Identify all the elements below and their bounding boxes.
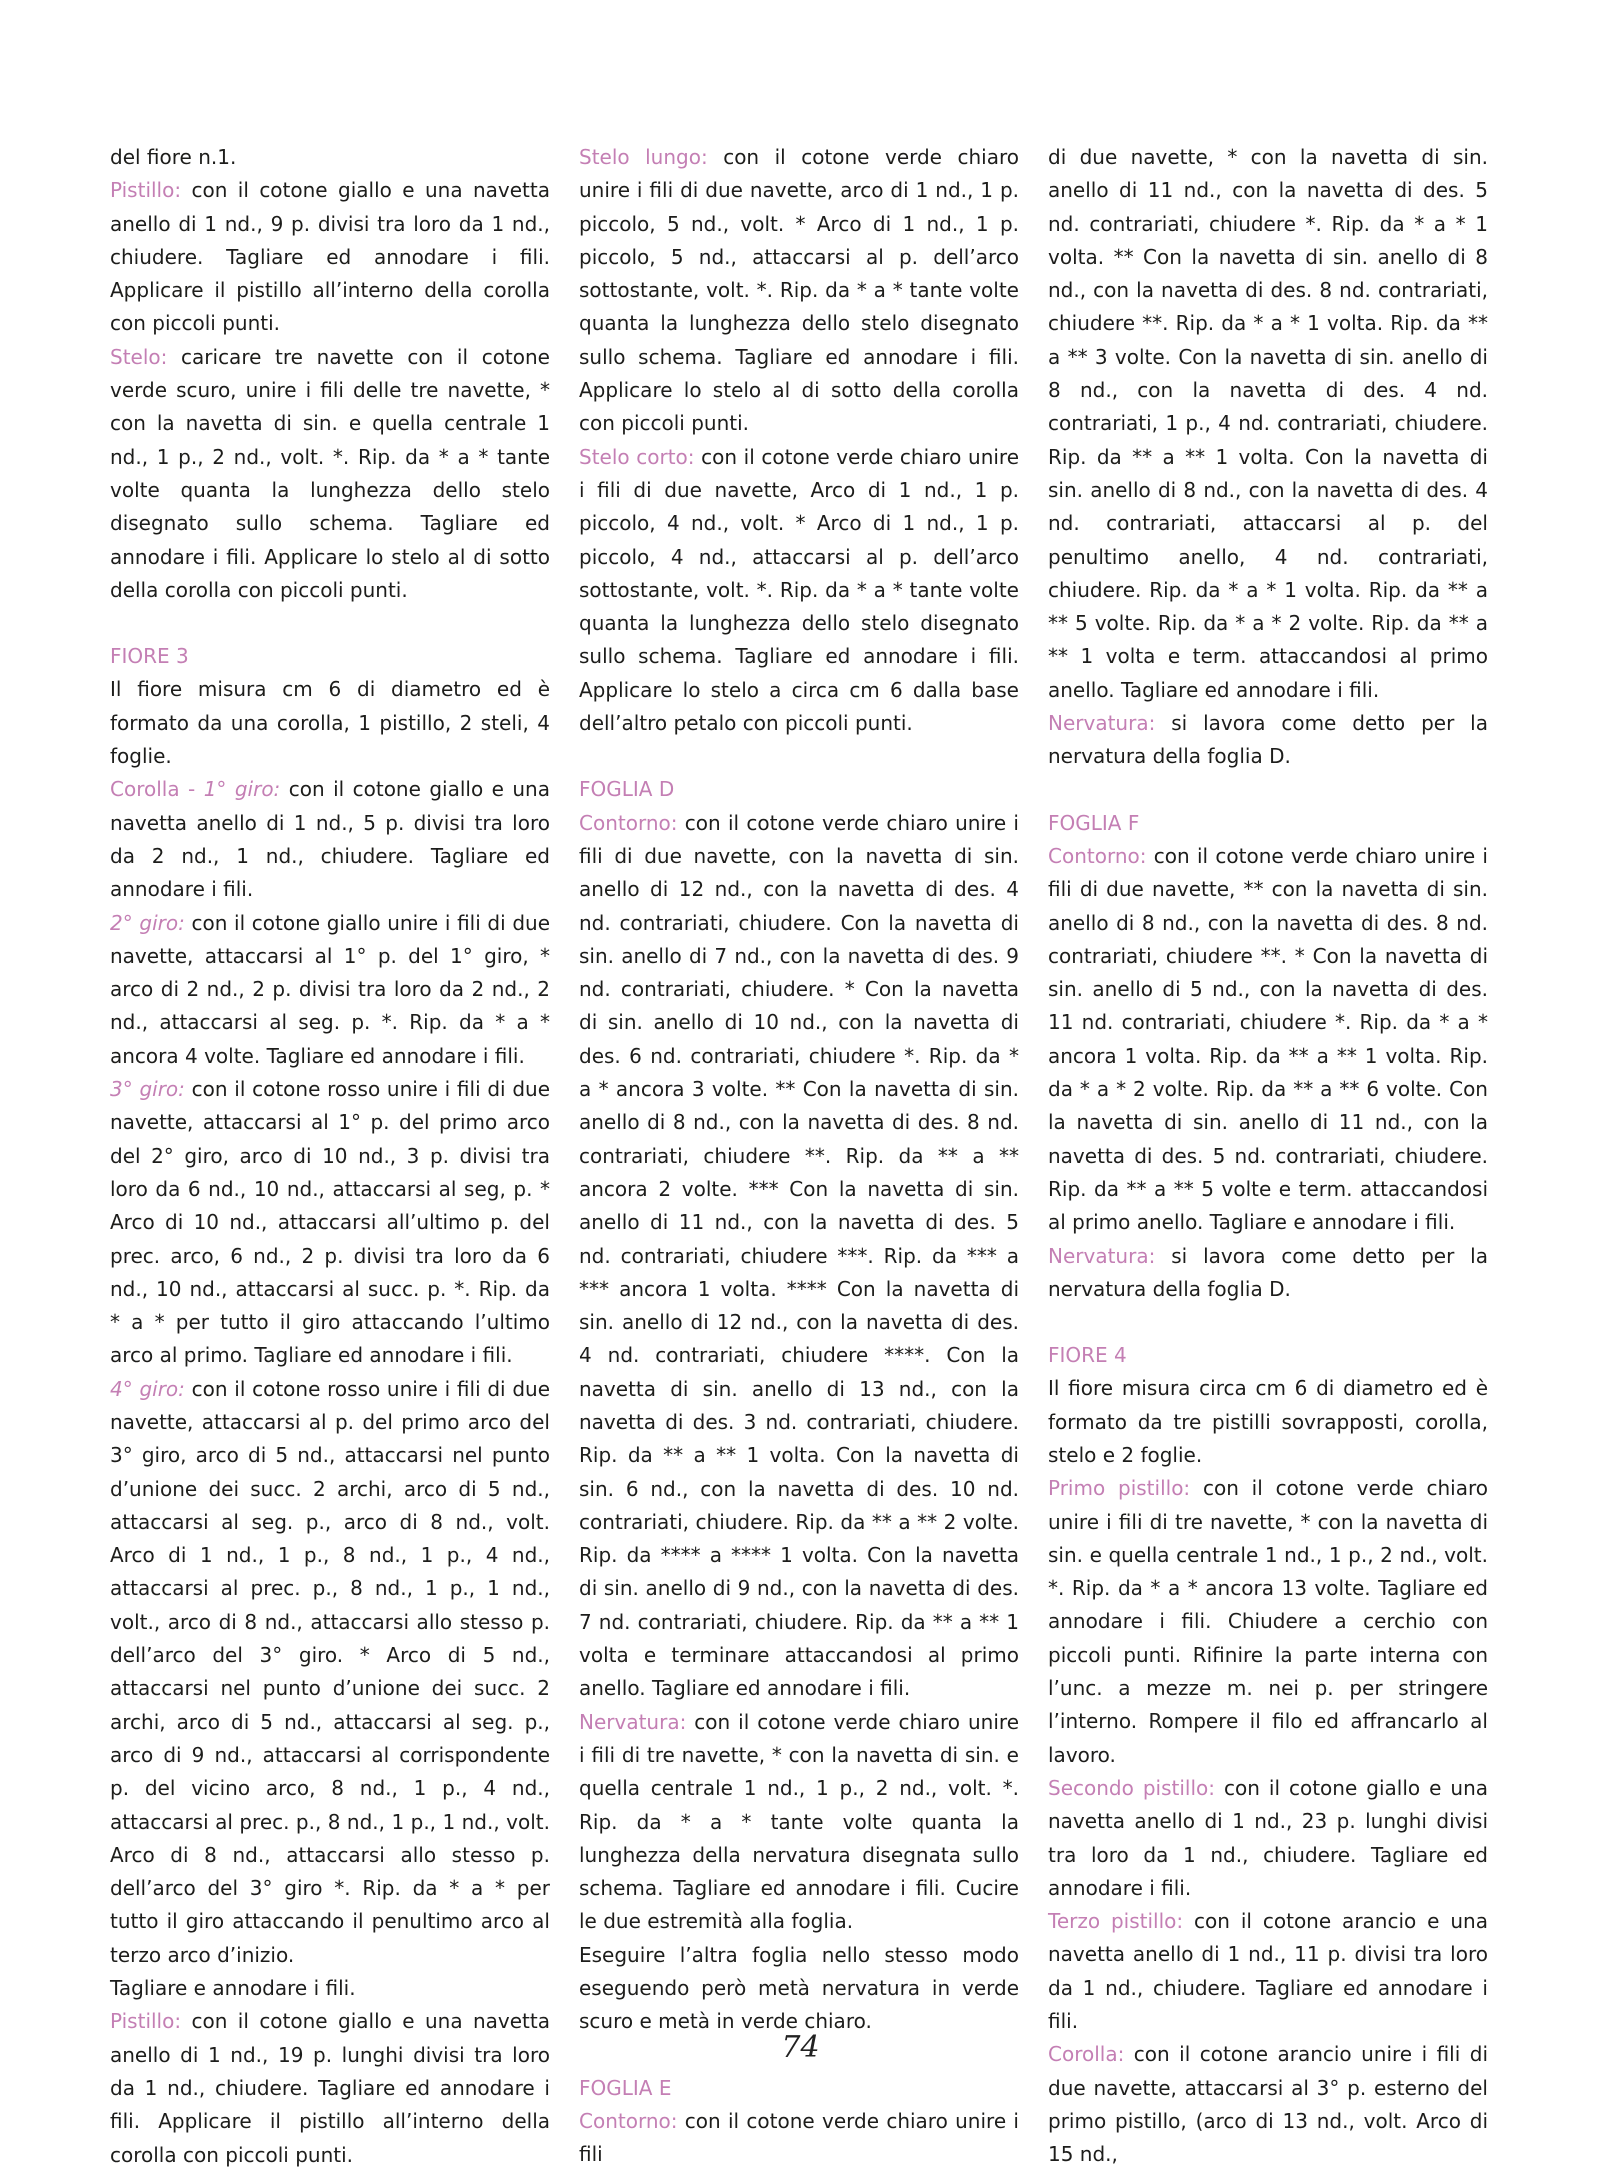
text: del fiore n.1.: [110, 145, 237, 169]
text: con il cotone rosso unire i fili di due navette, attaccarsi al 1° p. del primo arco del 2° giro, arco di 10 nd., 3 p. divisi tra loro da 6 nd., 10 nd., attaccarsi al seg, p. * Arco di 10 nd., attaccarsi all’ultimo p. del prec. arco, 6 nd., 2 p. divisi tra loro da 6 nd., 10 nd., attaccarsi al succ. p. *. Rip. da * a * per tutto il giro attaccando l’ultimo arco al primo. Tagliare ed annodare i fili.: [110, 1077, 550, 1368]
paragraph-eseguire: Eseguire l’altra foglia nello stesso modo eseguendo però metà nervatura in verde scuro e metà in verde chiaro.: [579, 1942, 1019, 2034]
paragraph-corolla-giro1: [110, 773, 550, 906]
text: con il cotone giallo e una navetta anello di 1 nd., 19 p. lunghi divisi tra loro da 1 nd., chiudere. Tagliare ed annodare i fili. Applicare il pistillo all’interno della corolla con piccoli punti.: [110, 2009, 550, 2167]
paragraph-terzo-pistillo: [1048, 1905, 1488, 2038]
paragraph-tagliare: Tagliare e annodare i fili.: [110, 1976, 356, 2001]
label-contorno: Contorno:: [579, 810, 678, 835]
text: con il cotone rosso unire i fili di due navette, attaccarsi al p. del primo arco del 3° giro, arco di 5 nd., attaccarsi nel punto d’unione dei succ. 2 archi, arco di 5 nd., attaccarsi al seg. p., arco di 8 nd., volt. Arco di 1 nd., 1 p., 8 nd., 1 p., 4 nd., attaccarsi al prec. p., 8 nd., 1 p., 1 nd., volt., arco di 8 nd., attaccarsi allo stesso p. dell’arco del 3° giro. * Arco di 5 nd., attaccarsi nel punto d’unione dei succ. 2 archi, arco di 5 nd., attaccarsi al seg. p., arco di 9 nd., attaccarsi al corrispondente p. del vicino arco, 8 nd., 1 p., 4 nd., attaccarsi al prec. p., 8 nd., 1 p., 1 nd., volt. Arco di 8 nd., attaccarsi allo stesso p. dell’arco del 3° giro *. Rip. da * a * per tutto il giro attaccando il penultimo arco al terzo arco d’inizio.: [110, 1376, 550, 1967]
column-2: [579, 141, 1019, 2172]
text: con il cotone giallo unire i fili di due navette, attaccarsi al 1° p. del 1° giro, * arco di 2 nd., 2 p. divisi tra loro da 2 nd., 2 nd., attaccarsi al seg. p. *. Rip. da * a * ancora 4 volte. Tagliare ed annodare i fili.: [110, 910, 551, 1068]
section-heading-fiore-4: FIORE 4: [1048, 1343, 1127, 1368]
text: con il cotone giallo e una navetta anello di 1 nd., 5 p. divisi tra loro da 2 nd., 1 nd., chiudere. Tagliare ed annodare i fili.: [110, 777, 550, 902]
section-heading-foglia-e: FOGLIA E: [579, 2075, 672, 2100]
paragraph-stelo: [110, 341, 550, 607]
paragraph-nervatura-d: [579, 1706, 1019, 1939]
column-3: [1048, 141, 1488, 2172]
label-stelo: Stelo:: [110, 344, 168, 369]
text: con il cotone verde chiaro unire i fili di due navette, con la navetta di sin. anello di 12 nd., con la navetta di des. 4 nd. contrariati, chiudere. Con la navetta di sin. anello di 7 nd., con la navetta di des. 9 nd. contrariati, chiudere. * Con la navetta di sin. anello di 10 nd., con la navetta di des. 6 nd. contrariati, chiudere *. Rip. da * a * ancora 3 volte. ** Con la navetta di sin. anello di 8 nd., con la navetta di des. 8 nd. contrariati, chiudere **. Rip. da ** a ** ancora 2 volte. *** Con la navetta di sin. anello di 11 nd., con la navetta di des. 5 nd. contrariati, chiudere ***. Rip. da *** a *** ancora 1 volta. **** Con la navetta di sin. anello di 12 nd., con la navetta di des. 4 nd. contrariati, chiudere ****. Con la navetta di sin. anello di 13 nd., con la navetta di des. 3 nd. contrariati, chiudere. Rip. da ** a ** 1 volta. Con la navetta di sin. 6 nd., con la navetta di des. 10 nd. contrariati, chiudere. Rip. da ** a ** 2 volte. Rip. da **** a **** 1 volta. Con la navetta di sin. anello di 9 nd., con la navetta di des. 7 nd. contrariati, chiudere. Rip. da ** a ** 1 volta e terminare attaccandosi al primo anello. Tagliare ed annodare i fili.: [579, 810, 1019, 1701]
label-pistillo: Pistillo:: [110, 178, 182, 203]
paragraph-primo-pistillo: [1048, 1472, 1488, 1772]
paragraph-contorno-e-cont: di due navette, * con la navetta di sin. anello di 11 nd., con la navetta di des. 5 nd. contrariati, chiudere *. Rip. da * a * 1 volta. ** Con la navetta di sin. anello di 8 nd., con la navetta di des. 8 nd. contrariati, chiudere **. Rip. da * a * 1 volta. Rip. da ** a ** 3 volte. Con la navetta di sin. anello di 8 nd., con la navetta di des. 4 nd. contrariati, 1 p., 4 nd. contrariati, chiudere. Rip. da ** a ** 1 volta. Con la navetta di sin. anello di 8 nd., con la navetta di des. 4 nd. contrariati, attaccarsi al p. del penultimo anello, 4 nd. contrariati, chiudere. Rip. da * a * 1 volta. Rip. da ** a ** 5 volte. Rip. da * a * 2 volte. Rip. da ** a ** 1 volta e term. attaccandosi al primo anello. Tagliare ed annodare i fili.: [1048, 145, 1488, 702]
section-heading-fiore-3: FIORE 3: [110, 644, 189, 669]
paragraph-contorno-f: [1048, 840, 1488, 1240]
paragraph-giro3: [110, 1073, 550, 1373]
label-giro1: 1° giro:: [203, 777, 281, 802]
paragraph-fiore4-intro: Il fiore misura circa cm 6 di diametro ed è formato da tre pistilli sovrapposti, corolla, stelo e 2 foglie.: [1048, 1376, 1488, 1467]
text: con il cotone verde chiaro unire i fili di tre navette, * con la navetta di sin. e quella centrale 1 nd., 1 p., 2 nd., volt. *. Rip. da * a * ancora 13 volte. Tagliare ed annodare i fili. Chiudere a cerchio con piccoli punti. Rifinire la parte interna con l’unc. a mezze m. nei p. per stringere l’interno. Rompere il filo ed affrancarlo al lavoro.: [1048, 1476, 1488, 1767]
label-giro3: 3° giro:: [110, 1077, 185, 1102]
paragraph-contorno-e: [579, 2105, 1019, 2172]
text: caricare tre navette con il cotone verde scuro, unire i fili delle tre navette, * con la navetta di sin. e quella centrale 1 nd., 1 p., 2 nd., volt. *. Rip. da * a * tante volte quanta la lunghezza dello stelo disegnato sullo schema. Tagliare ed annodare i fili. Applicare lo stelo al di sotto della corolla con piccoli punti.: [110, 344, 550, 602]
text: si lavora come detto per la nervatura della foglia D.: [1048, 1243, 1488, 1301]
label-corolla: Corolla:: [1048, 2042, 1125, 2067]
section-heading-foglia-d: FOGLIA D: [579, 777, 675, 802]
label-nervatura: Nervatura:: [1048, 1243, 1156, 1268]
label-secondo-pistillo: Secondo pistillo:: [1048, 1775, 1215, 1800]
paragraph-stelo-lungo: [579, 141, 1019, 441]
label-contorno: Contorno:: [579, 2108, 678, 2133]
paragraph-contorno-d: [579, 807, 1019, 1706]
paragraph-fiore3-intro: Il fiore misura cm 6 di diametro ed è formato da una corolla, 1 pistillo, 2 steli, 4 foglie.: [110, 677, 550, 769]
label-terzo-pistillo: Terzo pistillo:: [1048, 1909, 1184, 1934]
page-number: 74: [781, 2030, 820, 2065]
text: con il cotone verde chiaro unire i fili di due navette, arco di 1 nd., 1 p. piccolo, 5 nd., volt. * Arco di 1 nd., 1 p. piccolo, 5 nd., attaccarsi al p. dell’arco sottostante, volt. *. Rip. da * a * tante volte quanta la lunghezza dello stelo disegnato sullo schema. Tagliare ed annodare i fili. Applicare lo stelo al di sotto della corolla con piccoli punti.: [579, 145, 1019, 436]
paragraph-giro2: [110, 907, 550, 1073]
label-giro4: 4° giro:: [110, 1376, 185, 1401]
text: con il cotone giallo e una navetta anello di 1 nd., 23 p. lunghi divisi tra loro da 1 nd., chiudere. Tagliare ed annodare i fili.: [1048, 1775, 1489, 1900]
label-stelo-lungo: Stelo lungo:: [579, 145, 708, 169]
text: si lavora come detto per la nervatura della foglia D.: [1048, 711, 1488, 769]
text: con il cotone verde chiaro unire i fili di due navette, ** con la navetta di sin. anello di 8 nd., con la navetta di des. 8 nd. contrariati, chiudere **. * Con la navetta di sin. anello di 5 nd., con la navetta di des. 11 nd. contrariati, chiudere *. Rip. da * a * ancora 1 volta. Rip. da ** a ** 1 volta. Rip. da * a * 2 volte. Rip. da ** a ** 6 volte. Con la navetta di sin. anello di 11 nd., con la navetta di des. 5 nd. contrariati, chiudere. Rip. da ** a ** 5 volte e term. attaccandosi al primo anello. Tagliare e annodare i fili.: [1048, 843, 1488, 1235]
label-nervatura: Nervatura:: [1048, 711, 1156, 736]
label-stelo-corto: Stelo corto:: [579, 444, 695, 469]
column-1: [110, 141, 550, 2172]
text: con il cotone arancio unire i fili di due navette, attaccarsi al 3° p. esterno del primo pistillo, (arco di 13 nd., volt. Arco di 15 nd.,: [1048, 2042, 1488, 2167]
text: con il cotone verde chiaro unire i fili: [579, 2108, 1019, 2167]
paragraph-secondo-pistillo: [1048, 1772, 1488, 1905]
paragraph-intro: [110, 141, 550, 174]
text: con il cotone verde chiaro unire i fili di due navette, Arco di 1 nd., 1 p. piccolo, 4 nd., volt. * Arco di 1 nd., 1 p. piccolo, 4 nd., attaccarsi al p. dell’arco sottostante, volt. *. Rip. da * a * tante volte quanta la lunghezza dello stelo disegnato sullo schema. Tagliare ed annodare i fili. Applicare lo stelo a circa cm 6 dalla base dell’altro petalo con piccoli punti.: [579, 444, 1020, 736]
section-heading-foglia-f: FOGLIA F: [1048, 810, 1140, 835]
label-giro2: 2° giro:: [110, 910, 185, 935]
label-primo-pistillo: Primo pistillo:: [1048, 1476, 1191, 1501]
label-pistillo: Pistillo:: [110, 2009, 182, 2034]
text: con il cotone giallo e una navetta anello di 1 nd., 9 p. divisi tra loro da 1 nd., chiudere. Tagliare ed annodare i fili. Applicare il pistillo all’interno della corolla con piccoli punti.: [110, 178, 550, 336]
label-contorno: Contorno:: [1048, 843, 1147, 868]
paragraph-nervatura-f: [1048, 1240, 1488, 1307]
text: con il cotone arancio e una navetta anello di 1 nd., 11 p. divisi tra loro da 1 nd., chiudere. Tagliare ed annodare i fili.: [1048, 1909, 1488, 2034]
label-nervatura: Nervatura:: [579, 1709, 687, 1734]
paragraph-pistillo: [110, 174, 550, 340]
paragraph-nervatura-e: [1048, 707, 1488, 774]
text: con il cotone verde chiaro unire i fili di tre navette, * con la navetta di sin. e quella centrale 1 nd., 1 p., 2 nd., volt. *. Rip. da * a * tante volte quanta la lunghezza della nervatura disegnata sullo schema. Tagliare ed annodare i fili. Cucire le due estremità alla foglia.: [579, 1709, 1019, 1934]
label-corolla: Corolla -: [110, 777, 204, 802]
paragraph-giro4: [110, 1373, 550, 1972]
paragraph-stelo-corto: [579, 441, 1019, 741]
